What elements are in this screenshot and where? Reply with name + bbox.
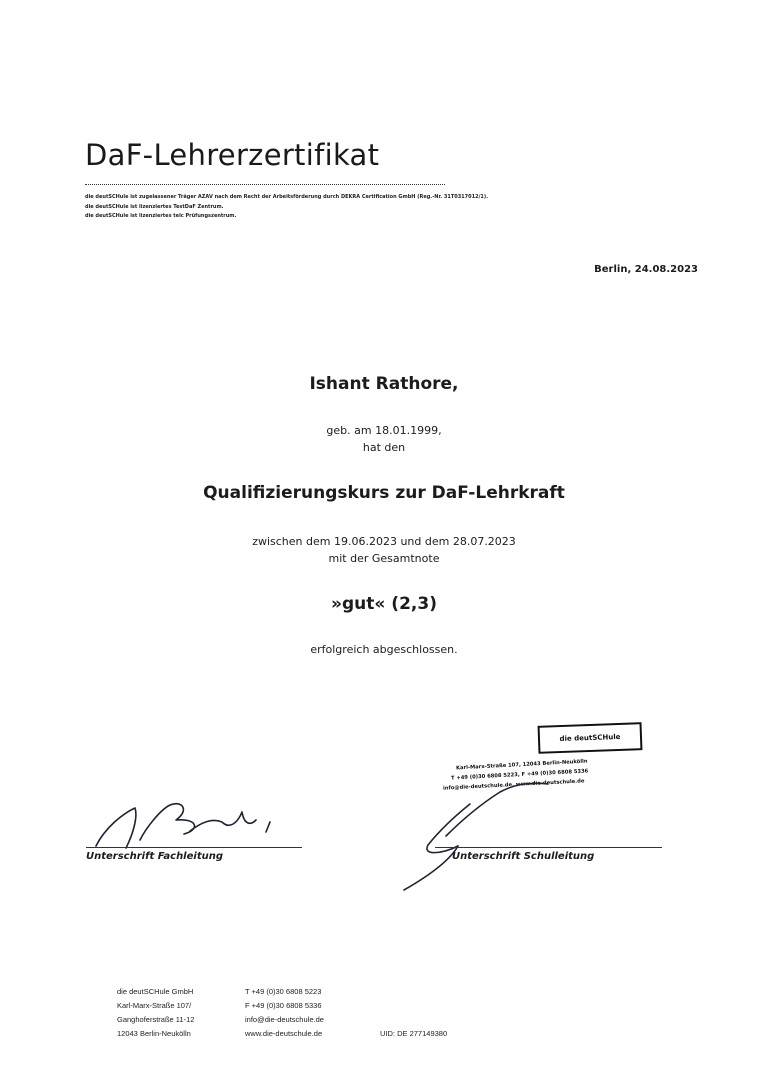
footer-line: www.die-deutschule.de — [245, 1029, 323, 1038]
left-signature-stroke — [140, 804, 194, 840]
certificate-title: DaF-Lehrerzertifikat — [85, 138, 380, 172]
left-signature-stroke — [266, 822, 270, 832]
birth-date: geb. am 18.01.1999, — [326, 424, 442, 437]
footer-line: F +49 (0)30 6808 5336 — [245, 1001, 322, 1010]
right-signature-stroke — [427, 804, 470, 853]
issue-date: Berlin, 24.08.2023 — [594, 264, 698, 275]
footer-contact — [245, 985, 324, 1041]
grade-intro: mit der Gesamtnote — [328, 552, 440, 565]
footer-line: 12043 Berlin-Neukölln — [117, 1029, 191, 1038]
footer-uid: UID: DE 277149380 — [380, 1029, 448, 1038]
left-signature-line — [86, 847, 302, 848]
footer-address — [117, 985, 194, 1041]
footer-line: die deutSCHule GmbH — [117, 987, 194, 996]
right-signature-line — [435, 847, 662, 848]
course-period: zwischen dem 19.06.2023 und dem 28.07.2023 — [252, 535, 516, 548]
course-title: Qualifizierungskurs zur DaF-Lehrkraft — [203, 483, 565, 503]
stamp-phone: T +49 (0)30 6808 5223, F +49 (0)30 6808 5336 — [450, 768, 589, 782]
result-text: erfolgreich abgeschlossen. — [310, 643, 458, 656]
left-signature-label: Unterschrift Fachleitung — [86, 851, 223, 862]
has-text: hat den — [362, 441, 406, 454]
footer-line: Ganghoferstraße 11-12 — [117, 1015, 195, 1024]
accreditation-note: die deutSCHule ist lizenziertes TestDaF Zentrum. — [85, 204, 224, 210]
right-signature-stroke — [446, 783, 548, 836]
footer-line: T +49 (0)30 6808 5223 — [245, 987, 322, 996]
right-signature-label: Unterschrift Schulleitung — [452, 851, 595, 862]
accreditation-note: die deutSCHule ist lizenziertes telc Prüfungszentrum. — [85, 213, 237, 219]
stamp-address: Karl-Marx-Straße 107, 12043 Berlin-Neukölln — [455, 758, 588, 772]
left-signature-stroke — [96, 808, 136, 848]
stamp-web: info@die-deutschule.de, www.die-deutschule.de — [442, 778, 585, 792]
recipient-name: Ishant Rathore, — [309, 374, 459, 394]
footer-line: Karl-Marx-Straße 107/ — [117, 1001, 192, 1010]
grade: »gut« (2,3) — [331, 594, 437, 614]
accreditation-note: die deutSCHule ist zugelassener Träger AZAV nach dem Recht der Arbeitsförderung durch DEKRA Certification GmbH (Reg.-Nr. 31T0317012/1). — [85, 194, 489, 200]
left-signature-stroke — [190, 812, 256, 831]
footer-line: info@die-deutschule.de — [245, 1015, 324, 1024]
stamp-logo: die deutSCHule — [559, 732, 621, 744]
